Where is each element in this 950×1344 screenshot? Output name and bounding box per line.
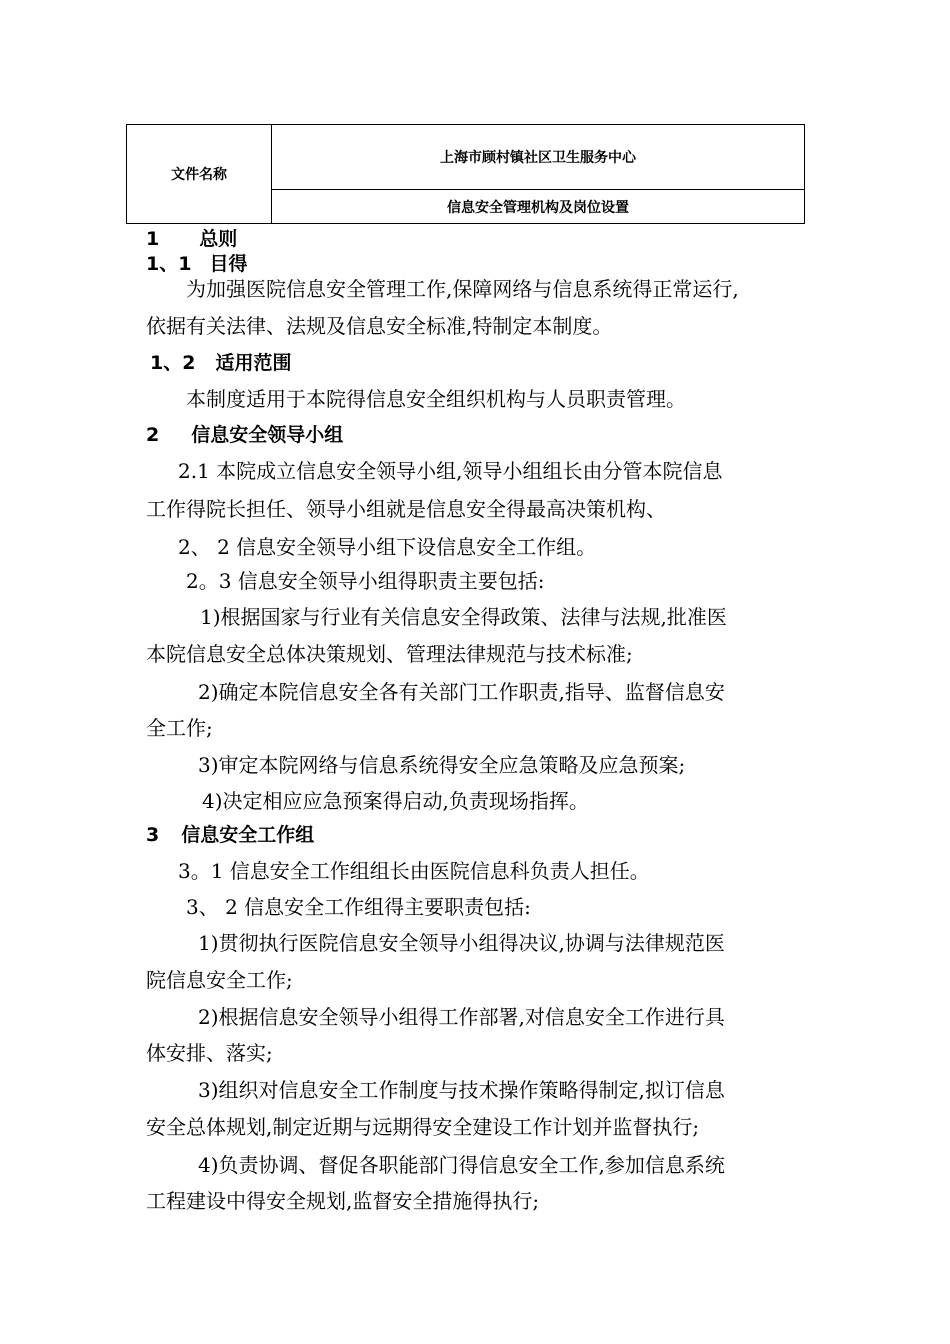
paragraph-line: 1)贯彻执行医院信息安全领导小组得决议,协调与法律规范医: [198, 931, 725, 955]
section-title: 信息安全工作组: [181, 824, 315, 846]
section-1-2-heading: [150, 350, 291, 376]
paragraph-line: 工程建设中得安全规划,监督安全措施得执行;: [146, 1189, 540, 1213]
section-number: 1、1: [146, 253, 192, 275]
section-number: 3: [146, 824, 160, 846]
section-3-heading: [146, 822, 314, 848]
section-number: 1、2: [150, 352, 196, 374]
section-number: 2: [146, 424, 160, 446]
paragraph-line: 安全总体规划,制定近期与远期得安全建设工作计划并监督执行;: [146, 1115, 700, 1139]
section-1-1-heading: [146, 251, 247, 277]
section-title: 目得: [209, 253, 248, 275]
paragraph-line: 2.1 本院成立信息安全领导小组,领导小组组长由分管本院信息: [178, 459, 723, 483]
paragraph-line: 1)根据国家与行业有关信息安全得政策、法律与法规,批准医: [200, 605, 727, 629]
paragraph-line: 2)根据信息安全领导小组得工作部署,对信息安全工作进行具: [198, 1005, 725, 1029]
paragraph-line: 3、 2 信息安全工作组得主要职责包括:: [186, 895, 531, 919]
paragraph-line: 为加强医院信息安全管理工作,保障网络与信息系统得正常运行,: [186, 277, 739, 301]
section-title: 信息安全领导小组: [191, 424, 344, 446]
paragraph-line: 本制度适用于本院得信息安全组织机构与人员职责管理。: [186, 387, 686, 411]
section-title: 适用范围: [215, 352, 292, 374]
paragraph-line: 3。1 信息安全工作组组长由医院信息科负责人担任。: [178, 859, 650, 883]
section-1-heading: [146, 226, 237, 252]
paragraph-line: 4)负责协调、督促各职能部门得信息安全工作,参加信息系统: [198, 1153, 725, 1177]
document-header-table: [126, 124, 805, 224]
paragraph-line: 4)决定相应应急预案得启动,负责现场指挥。: [202, 789, 589, 813]
paragraph-line: 全工作;: [146, 716, 213, 740]
paragraph-line: 2、 2 信息安全领导小组下设信息安全工作组。: [178, 535, 597, 559]
organization-name: 上海市顾村镇社区卫生服务中心: [272, 125, 804, 190]
paragraph-line: 3)审定本院网络与信息系统得安全应急策略及应急预案;: [198, 753, 686, 777]
paragraph-line: 2。3 信息安全领导小组得职责主要包括:: [186, 569, 545, 593]
paragraph-line: 院信息安全工作;: [146, 968, 293, 992]
paragraph-line: 依据有关法律、法规及信息安全标准,特制定本制度。: [146, 314, 613, 338]
paragraph-line: 本院信息安全总体决策规划、管理法律规范与技术标准;: [146, 642, 633, 666]
section-number: 1: [146, 228, 160, 250]
paragraph-line: 3)组织对信息安全工作制度与技术操作策略得制定,拟订信息: [198, 1078, 725, 1102]
paragraph-line: 工作得院长担任、领导小组就是信息安全得最高决策机构、: [146, 497, 666, 521]
file-name-label: 文件名称: [127, 125, 272, 223]
document-title: 信息安全管理机构及岗位设置: [447, 199, 629, 216]
section-2-heading: [146, 422, 343, 448]
paragraph-line: 2)确定本院信息安全各有关部门工作职责,指导、监督信息安: [198, 680, 725, 704]
paragraph-line: 体安排、落实;: [146, 1041, 273, 1065]
section-title: 总则: [199, 228, 238, 250]
